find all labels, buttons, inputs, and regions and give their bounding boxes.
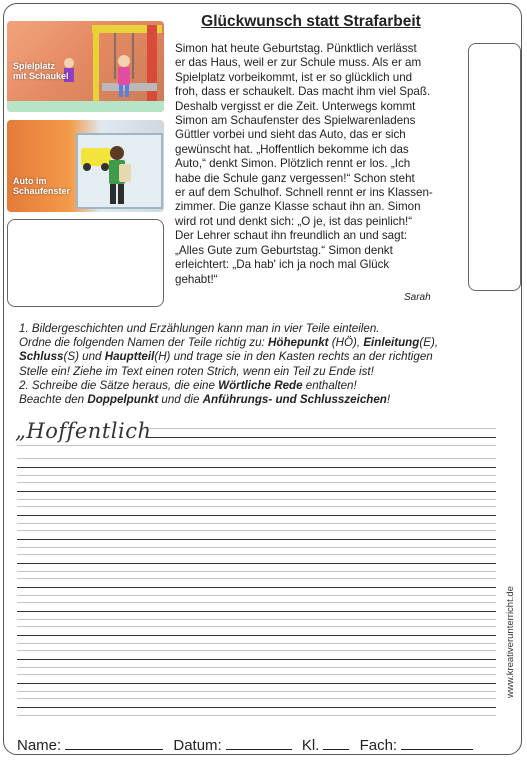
writing-line (17, 554, 496, 555)
writing-line (17, 650, 496, 651)
writing-line (17, 467, 496, 468)
writing-line (17, 547, 496, 548)
answer-box-left[interactable] (7, 219, 164, 307)
writing-line (17, 458, 496, 459)
task-line-6: Beachte den Doppelpunkt und die Anführungs- und Schlusszeichen! (19, 393, 391, 407)
writing-line (17, 659, 496, 660)
task-instructions (19, 322, 509, 407)
writing-line (17, 635, 496, 636)
subject-blank[interactable] (401, 735, 473, 750)
website-credit: www.kreativerunterricht.de (505, 586, 516, 698)
writing-line (17, 626, 496, 627)
writing-line (17, 571, 496, 572)
name-label: Name: (17, 737, 62, 754)
photo-caption-playground: Spielplatz mit Schaukel (13, 61, 69, 81)
writing-line (17, 563, 496, 564)
class-blank[interactable] (323, 735, 349, 750)
worksheet-title: Glückwunsch statt Strafarbeit (201, 13, 421, 30)
writing-line (17, 482, 496, 483)
story-author: Sarah (404, 292, 431, 303)
writing-line (17, 475, 496, 476)
answer-box-parts[interactable] (468, 43, 521, 291)
story-text (175, 42, 465, 287)
class-label: Kl. (301, 737, 320, 754)
writing-line (17, 667, 496, 668)
date-label: Datum: (173, 737, 222, 754)
playground-photo (7, 21, 164, 112)
writing-line (17, 715, 496, 716)
writing-line (17, 643, 496, 644)
writing-line (17, 595, 496, 596)
writing-line (17, 707, 496, 708)
writing-line (17, 530, 496, 531)
writing-line (17, 499, 496, 500)
writing-line (17, 611, 496, 612)
writing-line (17, 515, 496, 516)
task-line-4: Stelle ein! Ziehe im Text einen roten Strich, wenn ein Teil zu Ende ist! (19, 364, 374, 378)
writing-line (17, 698, 496, 699)
writing-line (17, 523, 496, 524)
footer-fields (17, 735, 479, 754)
writing-line (17, 619, 496, 620)
writing-line (17, 683, 496, 684)
writing-line (148, 437, 496, 438)
writing-line (17, 674, 496, 675)
task-line-1: 1. Bildergeschichten und Erzählungen kann man in vier Teile einteilen. (19, 322, 380, 335)
writing-line (17, 691, 496, 692)
writing-line (17, 539, 496, 540)
task-line-2: Ordne die folgenden Namen der Teile richtig zu: Höhepunkt (HÖ), Einleitung(E), (19, 336, 439, 350)
shopwindow-figure-illustration (7, 120, 164, 212)
story-paragraph: Simon hat heute Geburtstag. Pünktlich verlässt er das Haus, weil er zur Schule muss. Als er am Spielplatz vorbeikommt, ist er so glücklich und froh, dass er schaukelt. Das macht ihm viel Spaß. Deshalb vergisst er die Zeit. Unterwegs kommt Simon am Schaufenster des Spielwarenladens Güttler vorbei und sieht das Auto, das er sich gewünscht hat. „Hoffentlich bekomme ich das Auto,“ denkt Simon. Plötzlich rennt er los. „Ich habe die Schule ganz vergessen!“ Schon steht er auf dem Schulhof. Schnell rennt er ins Klassen- zimmer. Die ganze Klasse schaut ihn an. Simon wird rot und denkt sich: „O je, ist das peinlich!“ Der Lehrer schaut ihn freundlich an und sagt: „Alles Gute zum Geburtstag.“ Simon denkt erleichtert: „Da hab' ich ja noch mal Glück gehabt!“ (175, 42, 433, 286)
date-blank[interactable] (226, 735, 292, 750)
writing-line (17, 587, 496, 588)
writing-line (17, 445, 496, 446)
subject-label: Fach: (359, 737, 398, 754)
task-line-5: 2. Schreibe die Sätze heraus, die eine Wörtliche Rede enthalten! (19, 378, 357, 392)
writing-line (17, 578, 496, 579)
task-line-3: Schluss(S) und Hauptteil(H) und trage sie in den Kasten rechts an der richtigen (19, 350, 433, 364)
shopwindow-photo (7, 120, 164, 212)
photo-caption-shopwindow: Auto im Schaufenster (13, 176, 71, 196)
writing-line (17, 506, 496, 507)
writing-line (148, 428, 496, 429)
name-blank[interactable] (65, 735, 163, 750)
writing-line (17, 602, 496, 603)
example-handwriting: „Hoffentlich (15, 419, 152, 443)
writing-line (17, 491, 496, 492)
